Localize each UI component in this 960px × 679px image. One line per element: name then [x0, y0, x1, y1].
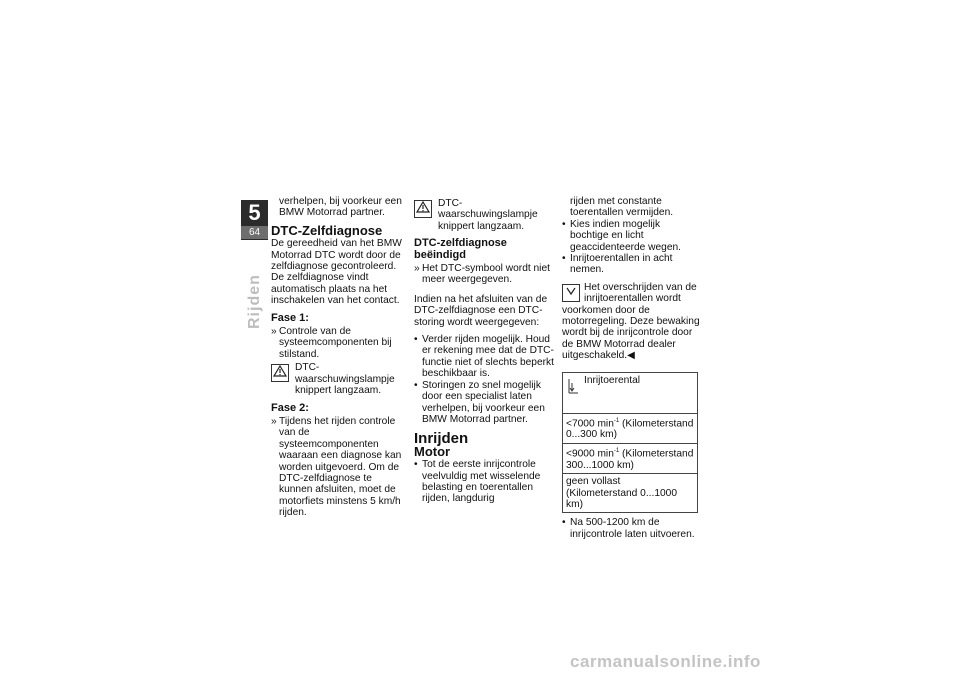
heading-inrijden: Inrijden: [414, 430, 469, 448]
table-header-row: [563, 372, 698, 413]
bullet-marker: •: [562, 253, 566, 265]
heading-dtc-beeindigd: DTC-zelfdiagnose beëindigd: [414, 237, 507, 261]
list-item: [562, 253, 700, 276]
fase1-note-text: DTC-waarschuwingslampje knippert langzaam.: [295, 362, 395, 397]
table-row: [563, 413, 698, 443]
fase1-step: [271, 326, 406, 360]
bullet-marker: •: [562, 517, 566, 529]
top-note: [414, 198, 554, 232]
table-header-text: Inrijtoerental: [584, 374, 641, 386]
chapter-title-vertical: Rijden: [246, 274, 263, 329]
inrij-note-text: Het overschrijden van de inrijtoerentallen wordt voorkomen door de motorregeling. Deze bewaking wordt bij de inrijcontrole door de BMW Motorrad dealer uitgeschakeld.: [562, 281, 700, 362]
bullet-marker: •: [414, 379, 418, 391]
fase2-step-text: Tijdens het rijden controle van de systeemcomponenten waaraan een diagnose kan worden uitgevoerd. Om de DTC-zelfdiagnose te kunnen afsluiten, moet de motorfiets minstens 5 km/h rijden.: [279, 415, 402, 519]
list-item: [562, 219, 700, 253]
indien-paragraph: Indien na het afsluiten van de DTC-zelfdiagnose een DTC-storing wordt weergegeven:: [414, 293, 548, 328]
rpm-value: <9000 min: [566, 448, 614, 460]
list-item: [414, 334, 554, 380]
heading-fase-2: Fase 2:: [271, 401, 309, 414]
page-number: 64: [241, 226, 268, 239]
inrij-list: [562, 219, 700, 276]
heading-motor: Motor: [414, 443, 451, 459]
list-item: [414, 380, 554, 426]
rpm-gauge-icon: [566, 375, 580, 397]
table-row: [563, 443, 698, 473]
list-item-text: Inrijtoerentallen in acht nemen.: [570, 253, 673, 276]
beeindigd-step: [414, 263, 554, 286]
warning-triangle-icon: [271, 364, 289, 382]
list-item: [414, 459, 554, 505]
top-note-text: DTC-waarschuwingslampje knippert langzaam.: [438, 198, 538, 232]
last-list: [562, 517, 700, 540]
info-arrow-icon: [562, 284, 580, 302]
bullet-marker: •: [562, 218, 566, 230]
rpm-value: geen vollast (Kilometerstand 0...1000 km): [566, 476, 677, 510]
table-header-cell: [563, 372, 698, 413]
warning-triangle-icon: [414, 200, 432, 218]
zelfdiagnose-paragraph: De gereedheid van het BMW Motorrad DTC wordt door de zelfdiagnose gecontroleerd. De zelfdiagnose vindt automatisch plaats na het inschakelen van het contact.: [271, 238, 402, 307]
step-marker: »: [271, 415, 277, 427]
list-item-text: Kies indien mogelijk bochtige en licht geaccidenteerde wegen.: [570, 218, 682, 253]
motor-list: [414, 459, 554, 505]
chapter-number: 5: [248, 200, 261, 225]
rpm-unit-sup: -1: [613, 447, 620, 454]
continuation-paragraph: rijden met constante toerentallen vermijden.: [570, 196, 674, 219]
table-row: [563, 474, 698, 513]
fase1-note: [271, 362, 406, 396]
column-3: [562, 196, 700, 546]
rpm-condition: (Kilometerstand 300...1000 km): [566, 448, 694, 471]
step-marker: »: [414, 263, 420, 275]
list-item-text: Verder rijden mogelijk. Houd er rekening mee dat de DTC-functie niet of slechts beperkt beschikbaar is.: [422, 334, 554, 380]
list-item-text: Storingen zo snel mogelijk door een specialist laten verhelpen, bij voorkeur een BMW Motorrad partner.: [422, 379, 545, 425]
rpm-unit-sup: -1: [613, 417, 620, 424]
column-2: [414, 196, 554, 511]
inrijtoerental-table: [562, 372, 698, 514]
continuation-paragraph: verhelpen, bij voorkeur een BMW Motorrad partner.: [279, 196, 402, 219]
watermark: carmanualsonline.info: [570, 652, 761, 671]
fase2-step: [271, 416, 406, 519]
heading-fase-1: Fase 1:: [271, 311, 309, 324]
list-item: [562, 517, 700, 540]
bullet-marker: •: [414, 334, 418, 346]
table-cell: [563, 413, 698, 443]
column-1: [271, 196, 406, 519]
table-cell: [563, 443, 698, 473]
beeindigd-step-text: Het DTC-symbool wordt niet meer weergegeven.: [422, 263, 550, 286]
storing-list: [414, 334, 554, 425]
end-marker: ◀: [627, 350, 635, 362]
rpm-value: <7000 min: [566, 418, 614, 430]
chapter-tab: [241, 200, 268, 240]
rpm-condition: (Kilometerstand 0...300 km): [566, 418, 694, 441]
heading-dtc-zelfdiagnose: DTC-Zelfdiagnose: [271, 222, 383, 238]
table-cell: [563, 474, 698, 513]
inrij-note: [562, 282, 700, 362]
step-marker: »: [271, 326, 277, 338]
list-item-text: Tot de eerste inrijcontrole veelvuldig met wisselende belasting en toerentallen rijden, langdurig: [422, 459, 541, 505]
list-item-text: Na 500-1200 km de inrijcontrole laten uitvoeren.: [570, 517, 695, 540]
fase1-step-text: Controle van de systeemcomponenten bij stilstand.: [279, 326, 392, 360]
bullet-marker: •: [414, 459, 418, 471]
